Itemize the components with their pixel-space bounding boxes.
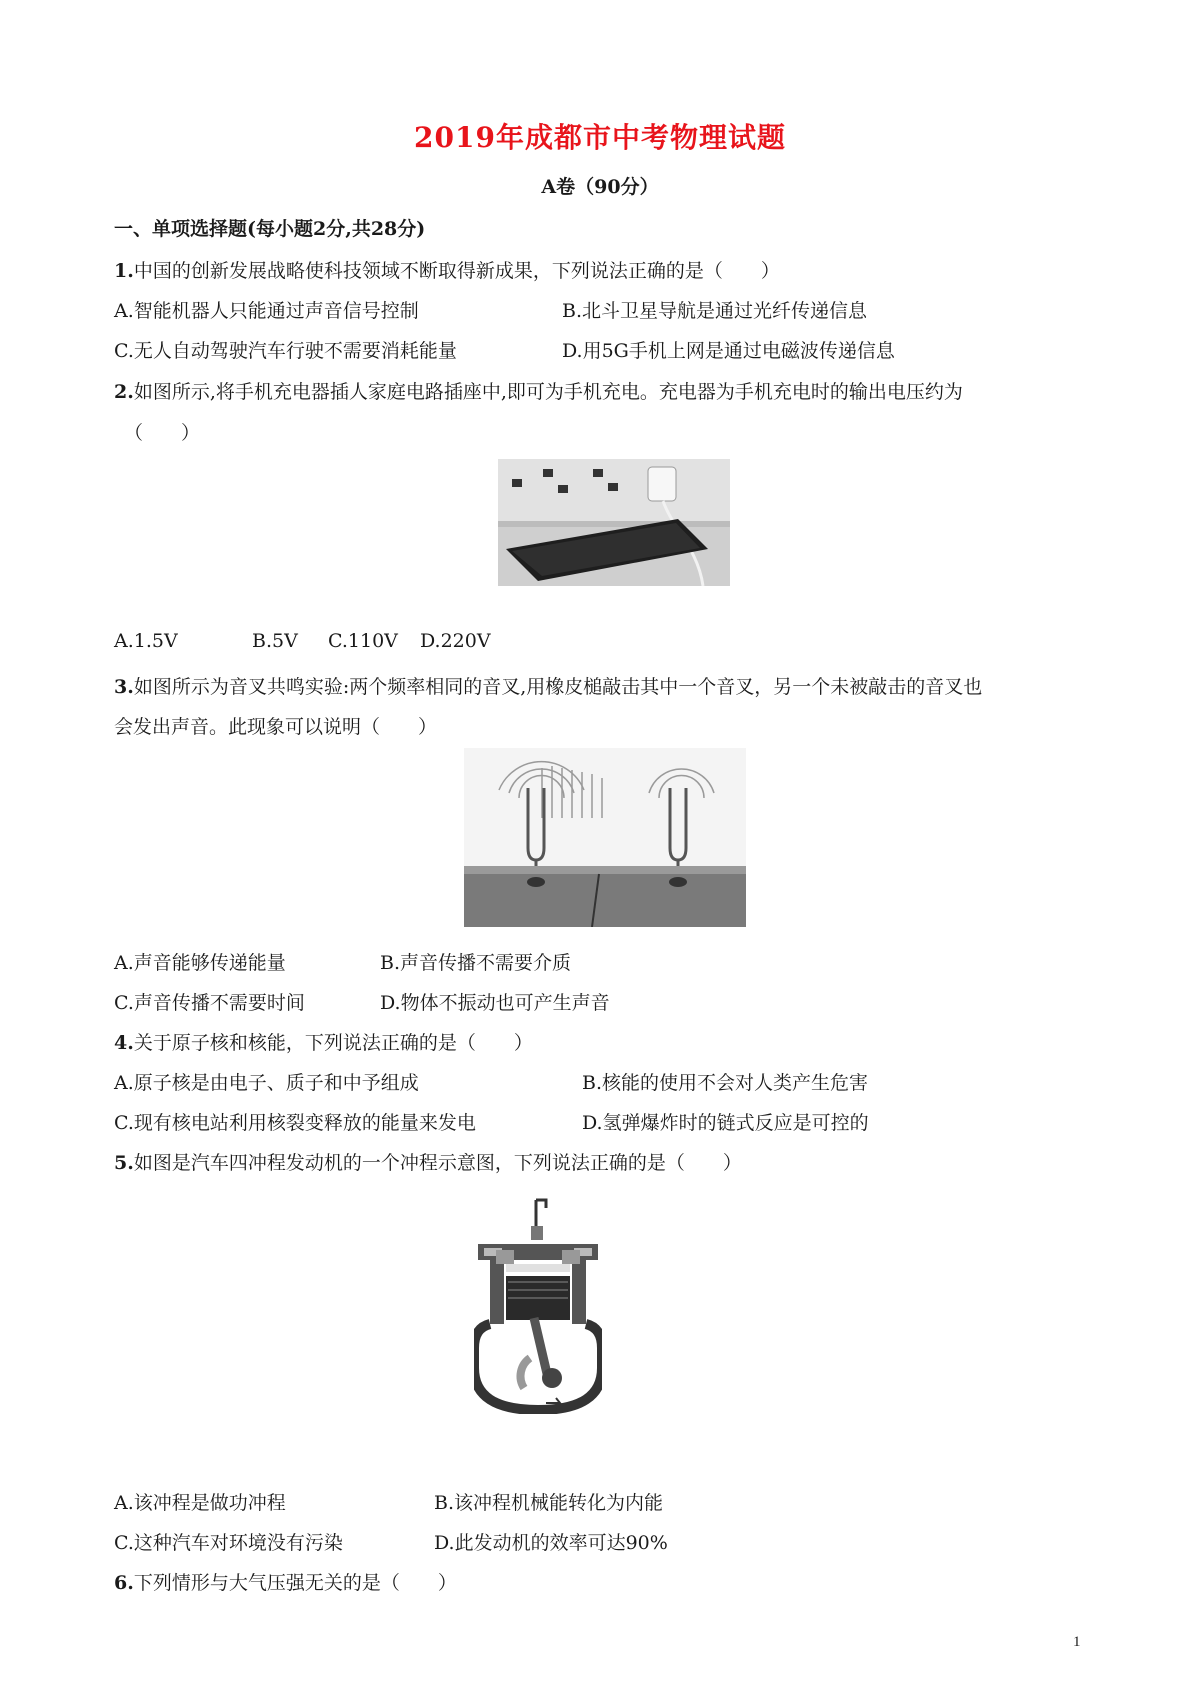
option-d: D.用5G手机上网是通过电磁波传递信息 — [562, 340, 895, 362]
option-c: C.声音传播不需要时间 — [114, 992, 305, 1014]
question-4 — [114, 1028, 533, 1055]
section-heading: 一、单项选择题(每小题2分,共28分) — [114, 218, 426, 240]
question-2 — [114, 377, 963, 404]
page-number: 1 — [1073, 1634, 1081, 1650]
option-b: B.北斗卫星导航是通过光纤传递信息 — [562, 300, 868, 322]
question-stem: 如图是汽车四冲程发动机的一个冲程示意图，下列说法正确的是（ ） — [133, 1152, 742, 1174]
paper-subtitle: A卷（90分） — [541, 176, 659, 198]
option-d: D.物体不振动也可产生声音 — [380, 992, 610, 1014]
question-3 — [114, 672, 982, 699]
option-d: D.氢弹爆炸时的链式反应是可控的 — [582, 1112, 869, 1134]
option-b: B.声音传播不需要介质 — [380, 952, 572, 974]
option-b: B.5V — [252, 630, 298, 652]
phone-charger-figure — [498, 459, 730, 586]
option-d: D.220V — [420, 630, 491, 652]
question-number: 2. — [114, 381, 134, 403]
option-b: B.该冲程机械能转化为内能 — [434, 1492, 664, 1514]
question-stem: 如图所示,将手机充电器插人家庭电路插座中,即可为手机充电。充电器为手机充电时的输出电压约为 — [133, 381, 963, 403]
question-stem: 下列情形与大气压强无关的是（ ） — [133, 1572, 457, 1594]
question-6 — [114, 1568, 457, 1595]
option-a: A.1.5V — [114, 630, 178, 652]
question-number: 4. — [114, 1032, 134, 1054]
option-a: A.声音能够传递能量 — [114, 952, 286, 974]
option-b: B.核能的使用不会对人类产生危害 — [582, 1072, 869, 1094]
option-c: C.现有核电站利用核裂变释放的能量来发电 — [114, 1112, 476, 1134]
option-c: C.无人自动驾驶汽车行驶不需要消耗能量 — [114, 340, 457, 362]
question-stem: 如图所示为音叉共鸣实验:两个频率相同的音叉,用橡皮槌敲击其中一个音叉，另一个未被敲击的音叉也 — [133, 676, 983, 698]
question-stem: 中国的创新发展战略使科技领域不断取得新成果，下列说法正确的是（ ） — [133, 260, 780, 282]
engine-stroke-figure — [474, 1198, 602, 1414]
question-stem: 关于原子核和核能，下列说法正确的是（ ） — [133, 1032, 533, 1054]
question-5 — [114, 1148, 742, 1175]
tuning-fork-figure — [464, 748, 746, 927]
option-a: A.智能机器人只能通过声音信号控制 — [114, 300, 419, 322]
question-3-line2: 会发出声音。此现象可以说明（ ） — [114, 716, 438, 738]
option-c: C.110V — [328, 630, 398, 652]
question-number: 3. — [114, 676, 134, 698]
option-c: C.这种汽车对环境没有污染 — [114, 1532, 343, 1554]
option-a: A.该冲程是做功冲程 — [114, 1492, 286, 1514]
option-a: A.原子核是由电子、质子和中予组成 — [114, 1072, 419, 1094]
question-number: 6. — [114, 1572, 134, 1594]
page-title: 2019年成都市中考物理试题 — [414, 121, 786, 154]
question-number: 5. — [114, 1152, 134, 1174]
question-2-bracket: （ ） — [124, 422, 201, 444]
question-1 — [114, 256, 780, 283]
question-number: 1. — [114, 260, 134, 282]
option-d: D.此发动机的效率可达90% — [434, 1532, 668, 1554]
